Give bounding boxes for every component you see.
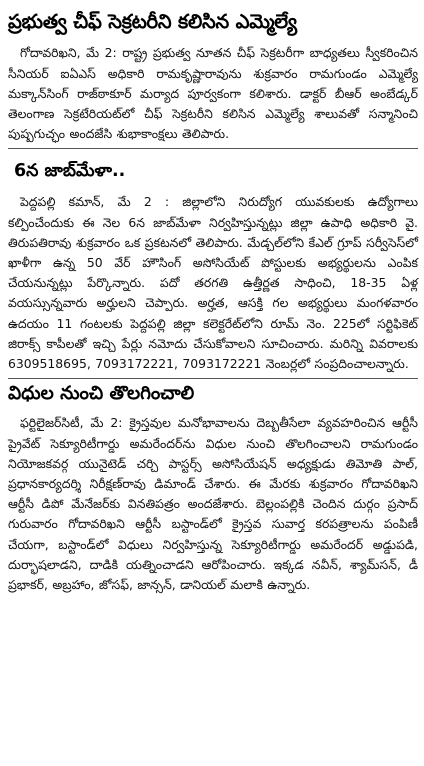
article-job-mela [8, 161, 418, 374]
article-body: ఫర్టిలైజర్‌సిటీ, మే 2: క్రైస్తవుల మనోభావాలను దెబ్బతీసేలా వ్యవహరించిన ఆర్టీసీ ప్రైవేట్ సెక్యూరిటీగార్డు అమరేందర్‌ను విధుల నుంచి తొలగించాలని రామగుండం నియోజకవర్గ యునైటెడ్ చర్చి పాస్టర్స్ అసోసియేషన్ అధ్యక్షుడు తిమోతి పాల్, ప్రధానకార్యదర్శి నిరీక్షణ్‌రావు డిమాండ్ చేశారు. ఈ మేరకు శుక్రవారం గోదావరిఖని ఆర్టీసీ డిపో మేనేజర్‌కు వినతిపత్రం అందజేశారు. బెల్లంపల్లికి చెందిన దుర్గం ప్రసాద్ గురువారం గోదావరిఖని ఆర్టీసీ బస్టాండ్‌లో క్రైస్తవ సువార్త కరపత్రాలను పంపిణీ చేయగా, బస్టాండ్‌లో విధులు నిర్వహిస్తున్న సెక్యూరిటీగార్డు అమరేందర్ అడ్డుపడి, దుర్భాషలాడని, దాడికి యత్నించాడని ఆరోపించారు. ఇక్కడ నవీన్, శ్యామ్‌సన్, డీ ప్రభాకర్, అబ్రహాం, జోసఫ్, జాన్సన్, డానియల్ మలాకి ఉన్నారు. [8, 415, 418, 593]
divider [8, 148, 418, 149]
article-headline: విధుల నుంచి తొలగించాలి [8, 383, 195, 405]
article-chief-secretary [8, 10, 418, 144]
article-body: గోదావరిఖని, మే 2: రాష్ట్ర ప్రభుత్వ నూతన చీఫ్ సెక్రటరీగా బాధ్యతలు స్వీకరించిన సీనియర్ ఐఏఎస్ అధికారి రామకృష్ణారావును శుక్రవారం రామగుండం ఎమ్మెల్యే మక్కాన్‌సింగ్ రాజ్‌ఠాకూర్ మర్యాద పూర్వకంగా కలిశారు. డాక్టర్ బీఆర్ అంబేడ్కర్ తెలంగాణ సెక్రటేరియట్‌లో చీఫ్ సెక్రటరీని కలిసిన ఎమ్మెల్యే శాలువతో సన్మానించి పుష్పగుచ్ఛం అందజేసి శుభాకాంక్షలు తెలిపారు. [8, 45, 418, 142]
article-headline: 6న జాబ్‌మేళా.. [14, 161, 126, 182]
article-body: పెద్దపల్లి కమాన్, మే 2 : జిల్లాలోని నిరుద్యోగ యువకులకు ఉద్యోగాలు కల్పించేందుకు ఈ నెల 6న జాబ్‌మేళా నిర్వహిస్తున్నట్లు జిల్లా ఉపాధి అధికారి వై. తిరుపతిరావు శుక్రవారం ఒక ప్రకటనలో తెలిపారు. మేడ్చల్‌లోని కేఎల్ గ్రూప్ సర్వీసెస్‌లో ఖాళీగా ఉన్న 50 వేర్ హౌసింగ్ అసోసియేట్ పోస్టులకు అభ్యర్థులను ఎంపిక చేయనున్నట్లు పేర్కొన్నారు. పదో తరగతి ఉత్తీర్ణత సాధించి, 18-35 ఏళ్ల వయస్సున్నవారు అర్హులని చెప్పారు. అర్హత, ఆసక్తి గల అభ్యర్థులు మంగళవారం ఉదయం 11 గంటలకు పెద్దపల్లి జిల్లా కలెక్టరేట్‌లోని రూమ్ నెం. 225లో సర్టిఫికెట్ జిరాక్స్ కాపీలతో ఇచ్చి పేర్లు నమోదు చేసుకోవాలని సూచించారు. మరిన్ని వివరాలకు 6309518695, 7093172221, 7093172221 నెంబర్లలో సంప్రదించాలన్నారు. [8, 194, 418, 372]
article-headline: ప్రభుత్వ చీఫ్ సెక్రటరీని కలిసిన ఎమ్మెల్యే [8, 10, 297, 33]
divider [8, 378, 418, 379]
article-dismissal-demand [8, 383, 418, 595]
